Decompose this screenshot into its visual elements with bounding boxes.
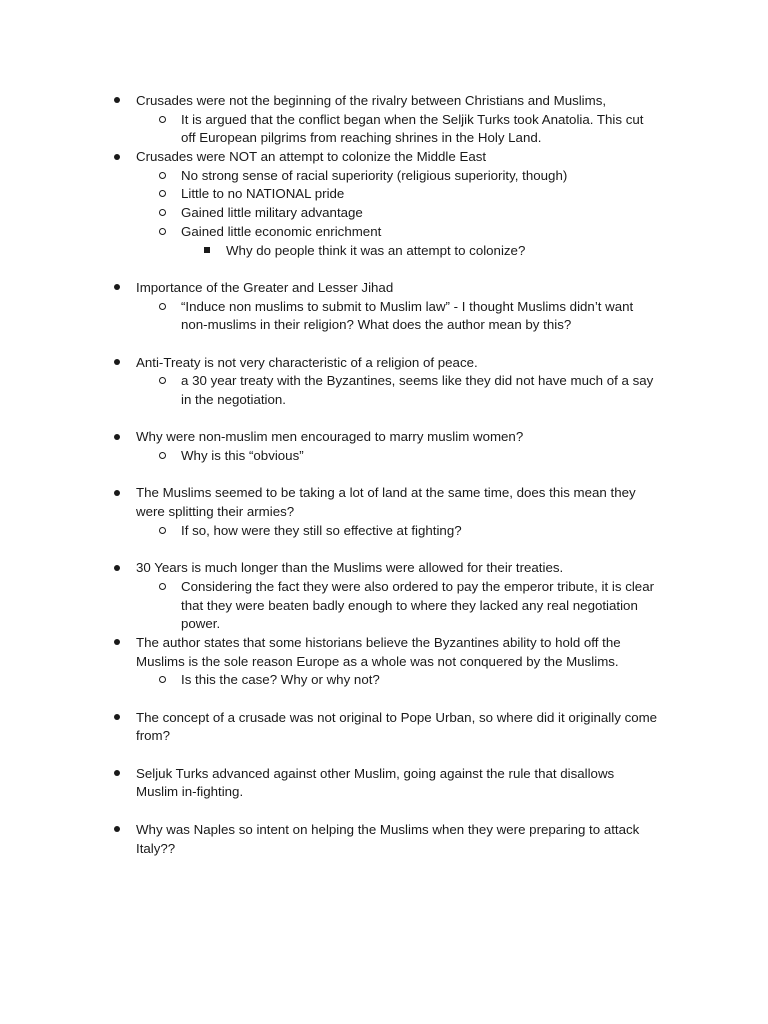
list-item bbox=[0, 167, 768, 186]
disc-bullet-icon bbox=[110, 821, 124, 840]
list-item bbox=[0, 578, 768, 634]
list-item-line bbox=[0, 709, 768, 728]
list-item bbox=[0, 223, 768, 242]
list-item-text: Gained little economic enrichment bbox=[181, 223, 382, 239]
disc-bullet-icon bbox=[110, 148, 124, 167]
list-item-line bbox=[0, 597, 768, 616]
list-item-line bbox=[0, 840, 768, 859]
list-item-line bbox=[0, 129, 768, 148]
blank-line bbox=[0, 541, 768, 560]
circle-bullet-icon bbox=[155, 447, 169, 466]
list-item bbox=[0, 111, 768, 148]
list-item bbox=[0, 185, 768, 204]
list-item-text: Considering the fact they were also ordered to pay the emperor tribute, it is clear bbox=[181, 578, 655, 594]
list-item bbox=[0, 821, 768, 858]
list-item-line bbox=[0, 615, 768, 634]
square-bullet-icon bbox=[200, 242, 214, 261]
list-item-line bbox=[0, 765, 768, 784]
circle-bullet-icon bbox=[155, 223, 169, 242]
list-item-line bbox=[0, 316, 768, 335]
disc-bullet-icon bbox=[110, 559, 124, 578]
list-item bbox=[0, 204, 768, 223]
list-item-line bbox=[0, 223, 768, 242]
list-item-text: Is this the case? Why or why not? bbox=[181, 672, 380, 688]
blank-line bbox=[0, 802, 768, 821]
list-item bbox=[0, 484, 768, 521]
list-item bbox=[0, 671, 768, 690]
list-item-text: in the negotiation. bbox=[181, 392, 286, 407]
list-item-text: Muslim in-fighting. bbox=[136, 784, 244, 800]
document-page bbox=[0, 92, 768, 858]
circle-bullet-icon bbox=[155, 298, 169, 317]
list-item bbox=[0, 242, 768, 261]
disc-bullet-icon bbox=[110, 765, 124, 784]
list-item-line bbox=[0, 372, 768, 391]
list-item-line bbox=[0, 167, 768, 186]
blank-line bbox=[0, 746, 768, 765]
list-item-text: Crusades were not the beginning of the rivalry between Christians and Muslims, bbox=[136, 93, 607, 108]
list-item-line bbox=[0, 653, 768, 672]
list-item-text: “Induce non muslims to submit to Muslim law” - I thought Muslims didn’t want bbox=[181, 298, 634, 314]
list-item-text: Little to no NATIONAL pride bbox=[181, 186, 345, 202]
list-item-text: It is argued that the conflict began when the Seljik Turks took Anatolia. This cut bbox=[181, 111, 644, 127]
list-item-text: 30 Years is much longer than the Muslims were allowed for their treaties. bbox=[136, 560, 564, 576]
disc-bullet-icon bbox=[110, 709, 124, 728]
list-item-line bbox=[0, 185, 768, 204]
list-item-line bbox=[0, 484, 768, 503]
list-item-line bbox=[0, 727, 768, 746]
list-item-text: Crusades were NOT an attempt to colonize the Middle East bbox=[136, 149, 487, 165]
blank-line bbox=[0, 410, 768, 429]
list-item-line bbox=[0, 279, 768, 298]
list-item-line bbox=[0, 821, 768, 840]
list-item-line bbox=[0, 298, 768, 317]
list-item-line bbox=[0, 522, 768, 541]
list-item-line bbox=[0, 634, 768, 653]
circle-bullet-icon bbox=[155, 522, 169, 541]
list-item-text: off European pilgrims from reaching shrines in the Holy Land. bbox=[181, 130, 542, 146]
list-item-text: Why is this “obvious” bbox=[181, 448, 304, 464]
list-item-text: Why were non-muslim men encouraged to marry muslim women? bbox=[136, 429, 524, 445]
circle-bullet-icon bbox=[155, 167, 169, 186]
list-item bbox=[0, 428, 768, 447]
list-item-line bbox=[0, 447, 768, 466]
list-item-line bbox=[0, 559, 768, 578]
list-item bbox=[0, 447, 768, 466]
list-item-line bbox=[0, 204, 768, 223]
disc-bullet-icon bbox=[110, 92, 124, 111]
list-item-text: Why was Naples so intent on helping the Muslims when they were preparing to attack bbox=[136, 821, 640, 837]
list-item-text: from? bbox=[136, 728, 170, 744]
disc-bullet-icon bbox=[110, 354, 124, 373]
list-item-line bbox=[0, 671, 768, 690]
list-item-line bbox=[0, 354, 768, 373]
list-item bbox=[0, 765, 768, 802]
list-item-text: were splitting their armies? bbox=[136, 504, 295, 520]
circle-bullet-icon bbox=[155, 671, 169, 690]
list-item-line bbox=[0, 92, 768, 111]
list-item bbox=[0, 279, 768, 298]
list-item-text: Anti-Treaty is not very characteristic of a religion of peace. bbox=[136, 354, 478, 370]
list-item-text: Gained little military advantage bbox=[181, 205, 363, 221]
disc-bullet-icon bbox=[110, 484, 124, 503]
list-item-line bbox=[0, 391, 768, 410]
list-item bbox=[0, 354, 768, 373]
list-item bbox=[0, 298, 768, 335]
circle-bullet-icon bbox=[155, 185, 169, 204]
list-item-line bbox=[0, 428, 768, 447]
list-item-text: If so, how were they still so effective at fighting? bbox=[181, 522, 462, 538]
list-item-line bbox=[0, 578, 768, 597]
list-item-text: non-muslims in their religion? What does the author mean by this? bbox=[181, 317, 572, 333]
list-item-text: power. bbox=[181, 616, 221, 632]
list-item-text: No strong sense of racial superiority (religious superiority, though) bbox=[181, 167, 568, 183]
blank-line bbox=[0, 690, 768, 709]
disc-bullet-icon bbox=[110, 279, 124, 298]
list-item-text: Why do people think it was an attempt to colonize? bbox=[226, 242, 526, 258]
list-item-text: Italy?? bbox=[136, 840, 176, 856]
list-item-text: The author states that some historians believe the Byzantines ability to hold off the bbox=[136, 634, 621, 650]
circle-bullet-icon bbox=[155, 578, 169, 597]
list-item-line bbox=[0, 111, 768, 130]
list-item-text: Importance of the Greater and Lesser Jihad bbox=[136, 279, 394, 295]
list-item-text: a 30 year treaty with the Byzantines, seems like they did not have much of a say bbox=[181, 373, 654, 389]
list-item bbox=[0, 709, 768, 746]
list-item-line bbox=[0, 783, 768, 802]
list-item-line bbox=[0, 242, 768, 261]
disc-bullet-icon bbox=[110, 634, 124, 653]
list-item-text: Muslims is the sole reason Europe as a whole was not conquered by the Muslims. bbox=[136, 653, 619, 669]
blank-line bbox=[0, 335, 768, 354]
list-item-text: The Muslims seemed to be taking a lot of land at the same time, does this mean they bbox=[136, 485, 636, 501]
list-item-line bbox=[0, 503, 768, 522]
circle-bullet-icon bbox=[155, 372, 169, 391]
list-item bbox=[0, 372, 768, 409]
list-item bbox=[0, 522, 768, 541]
blank-line bbox=[0, 466, 768, 485]
list-item-text: Seljuk Turks advanced against other Muslim, going against the rule that disallows bbox=[136, 765, 615, 781]
list-item-text: that they were beaten badly enough to where they lacked any real negotiation bbox=[181, 597, 638, 613]
list-item-text: The concept of a crusade was not original to Pope Urban, so where did it originally come bbox=[136, 709, 658, 725]
disc-bullet-icon bbox=[110, 428, 124, 447]
circle-bullet-icon bbox=[155, 204, 169, 223]
circle-bullet-icon bbox=[155, 111, 169, 130]
list-item bbox=[0, 559, 768, 578]
list-item-line bbox=[0, 148, 768, 167]
list-item bbox=[0, 92, 768, 111]
list-item bbox=[0, 148, 768, 167]
list-item bbox=[0, 634, 768, 671]
blank-line bbox=[0, 260, 768, 279]
